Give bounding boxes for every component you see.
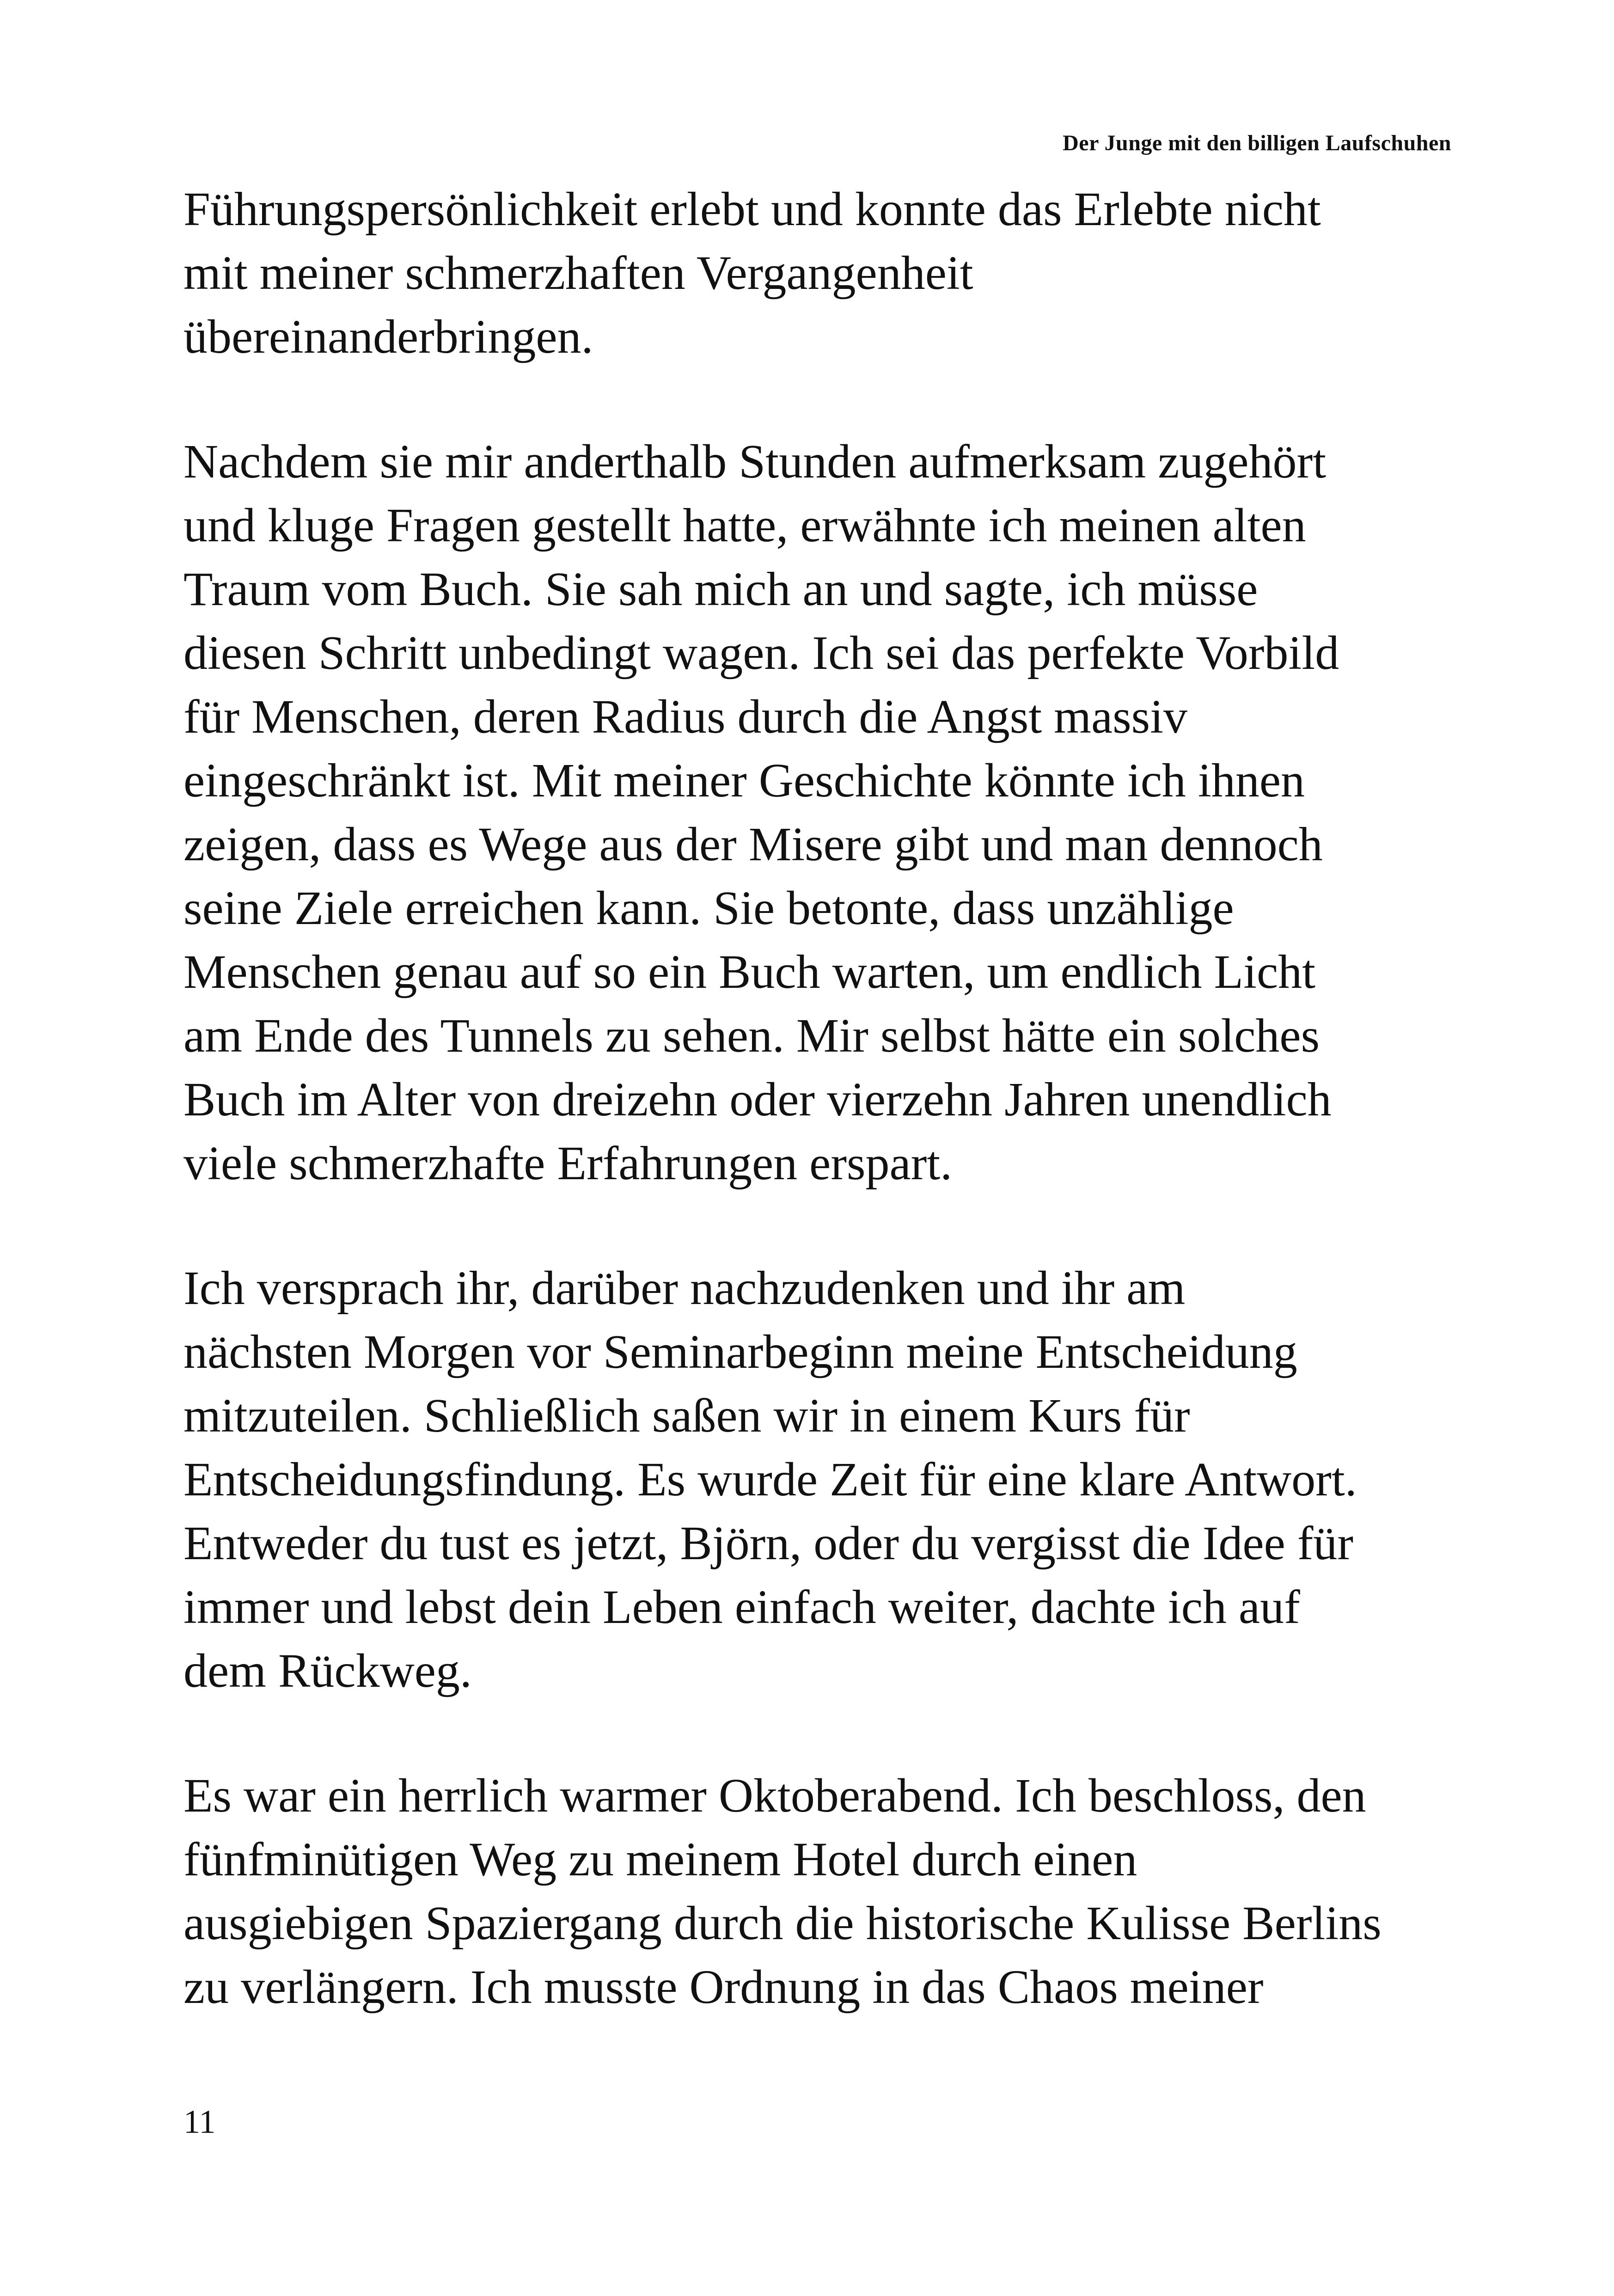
text-line: übereinanderbringen.: [183, 310, 593, 363]
text-line: nächsten Morgen vor Seminarbeginn meine Entscheidung: [183, 1325, 1297, 1378]
paragraph: [183, 1764, 1459, 2019]
text-line: mitzuteilen. Schließlich saßen wir in einem Kurs für: [183, 1389, 1190, 1442]
text-line: für Menschen, deren Radius durch die Angst massiv: [183, 690, 1188, 743]
text-line: seine Ziele erreichen kann. Sie betonte, dass unzählige: [183, 882, 1234, 935]
text-line: Buch im Alter von dreizehn oder vierzehn Jahren unendlich: [183, 1073, 1332, 1126]
text-line: Traum vom Buch. Sie sah mich an und sagte, ich müsse: [183, 563, 1258, 616]
text-line: Entscheidungsfindung. Es wurde Zeit für eine klare Antwort.: [183, 1453, 1357, 1506]
text-line: Ich versprach ihr, darüber nachzudenken und ihr am: [183, 1261, 1186, 1315]
text-line: diesen Schritt unbedingt wagen. Ich sei das perfekte Vorbild: [183, 626, 1339, 680]
text-line: Menschen genau auf so ein Buch warten, um endlich Licht: [183, 945, 1316, 998]
page-number: 11: [183, 2103, 216, 2140]
text-line: und kluge Fragen gestellt hatte, erwähnte ich meinen alten: [183, 499, 1306, 552]
paragraph: [183, 178, 1459, 369]
text-line: viele schmerzhafte Erfahrungen erspart.: [183, 1137, 953, 1190]
text-line: ausgiebigen Spaziergang durch die historische Kulisse Berlins: [183, 1897, 1382, 1950]
text-line: eingeschränkt ist. Mit meiner Geschichte könnte ich ihnen: [183, 754, 1305, 807]
text-line: am Ende des Tunnels zu sehen. Mir selbst hätte ein solches: [183, 1009, 1320, 1062]
text-line: dem Rückweg.: [183, 1644, 472, 1697]
text-line: Es war ein herrlich warmer Oktoberabend. Ich beschloss, den: [183, 1769, 1366, 1822]
text-line: Entweder du tust es jetzt, Björn, oder du vergisst die Idee für: [183, 1517, 1353, 1570]
text-line: fünfminütigen Weg zu meinem Hotel durch einen: [183, 1833, 1137, 1886]
text-line: Führungspersönlichkeit erlebt und konnte das Erlebte nicht: [183, 183, 1321, 236]
text-line: Nachdem sie mir anderthalb Stunden aufmerksam zugehört: [183, 435, 1327, 488]
paragraph: [183, 430, 1459, 1195]
text-line: zeigen, dass es Wege aus der Misere gibt und man dennoch: [183, 818, 1323, 871]
running-header-title: Der Junge mit den billigen Laufschuhen: [1063, 131, 1451, 155]
text-line: immer und lebst dein Leben einfach weiter, dachte ich auf: [183, 1580, 1300, 1634]
text-line: zu verlängern. Ich musste Ordnung in das Chaos meiner: [183, 1960, 1264, 2014]
body-text: [183, 178, 1459, 2080]
text-line: mit meiner schmerzhaften Vergangenheit: [183, 246, 973, 300]
paragraph: [183, 1256, 1459, 1703]
